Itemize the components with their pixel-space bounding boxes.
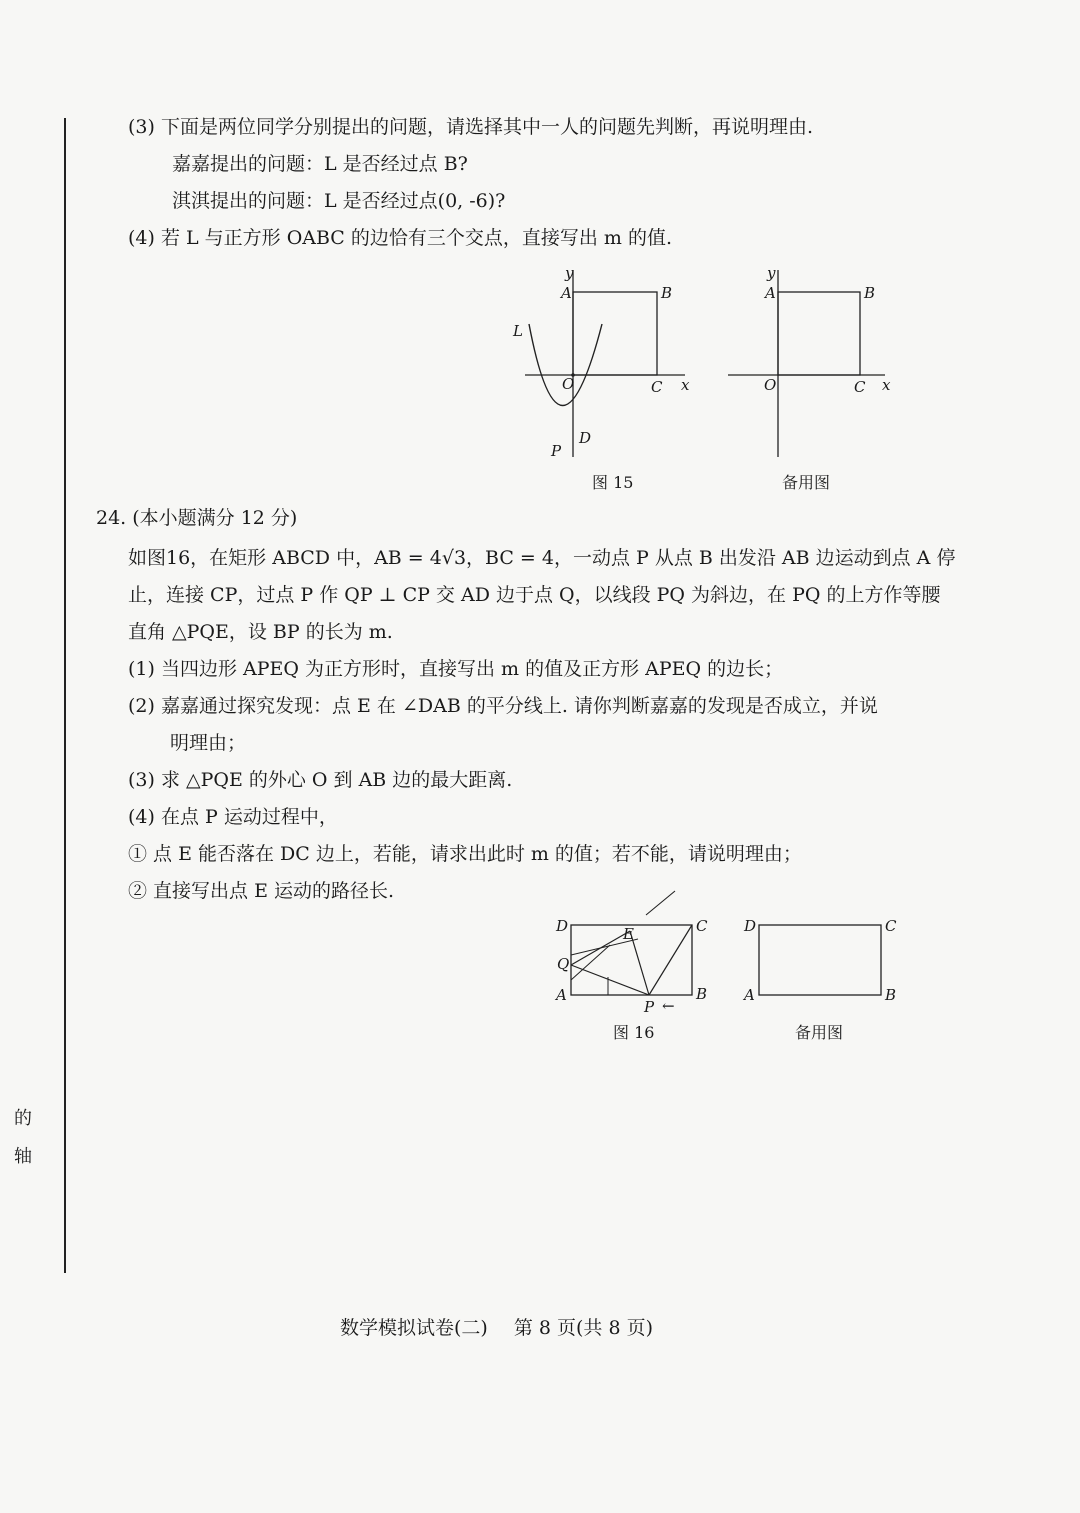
fig15b-label-o: O — [764, 376, 777, 394]
q24-part1: (1) 当四边形 APEQ 为正方形时，直接写出 m 的值及正方形 APEQ 的边长； — [128, 658, 784, 680]
fig15b-label-b: B — [864, 284, 876, 302]
q24-intro-line2: 止，连接 CP，过点 P 作 QP ⊥ CP 交 AD 边于点 Q，以线段 PQ 为斜边，在 PQ 的上方作等腰 — [128, 584, 941, 606]
fig16-label-p: P — [644, 998, 655, 1016]
margin-char-1: 的 — [14, 1108, 32, 1129]
q23-part4: (4) 若 L 与正方形 OABC 的边恰有三个交点，直接写出 m 的值. — [128, 227, 673, 249]
footer-page-number: 第 8 页(共 8 页) — [513, 1317, 653, 1339]
figure-15-backup — [720, 262, 900, 462]
fig15-caption: 图 15 — [592, 473, 634, 492]
fig16-arrow: ← — [662, 997, 675, 1015]
q23-jiajia-question: 嘉嘉提出的问题：L 是否经过点 B? — [172, 153, 468, 175]
q24-part4-sub2: ② 直接写出点 E 运动的路径长. — [128, 880, 395, 902]
fig15b-label-a: A — [765, 284, 776, 302]
fig15-label-o: O — [562, 375, 575, 393]
fig15-label-x: x — [681, 376, 690, 394]
fig16-label-b: B — [696, 985, 708, 1003]
fig16b-label-a: A — [744, 986, 755, 1004]
figure-16-backup — [740, 885, 910, 1015]
fig16-backup-caption: 备用图 — [795, 1023, 844, 1042]
footer-exam-title: 数学模拟试卷(二) — [340, 1317, 488, 1339]
fig15-parabola-l — [529, 324, 602, 406]
fig15-label-a: A — [561, 284, 572, 302]
fig15-label-l: L — [513, 322, 523, 340]
fig16b-label-c: C — [885, 917, 897, 935]
fig15b-label-y: y — [767, 264, 776, 282]
fig15-label-c: C — [651, 378, 663, 396]
fig15-label-d: D — [579, 429, 592, 447]
figure-15 — [505, 262, 705, 462]
fig15-label-p: P — [551, 442, 562, 460]
q23-part3: (3) 下面是两位同学分别提出的问题，请选择其中一人的问题先判断，再说明理由. — [128, 116, 813, 138]
fig15b-label-x: x — [882, 376, 891, 394]
fig16b-label-b: B — [885, 986, 897, 1004]
q24-part2-line1: (2) 嘉嘉通过探究发现：点 E 在 ∠DAB 的平分线上. 请你判断嘉嘉的发现是否成立，并说 — [128, 695, 878, 717]
fig16b-label-d: D — [744, 917, 757, 935]
q24-header: 24. (本小题满分 12 分) — [96, 507, 298, 529]
fig15b-label-c: C — [854, 378, 866, 396]
q24-part4-sub1: ① 点 E 能否落在 DC 边上，若能，请求出此时 m 的值；若不能，请说明理由； — [128, 843, 802, 865]
fig16-label-q: Q — [557, 955, 570, 973]
page-footer — [340, 1313, 653, 1340]
q24-part3: (3) 求 △PQE 的外心 O 到 AB 边的最大距离. — [128, 769, 513, 791]
fig15-label-y: y — [565, 264, 574, 282]
fig15-label-b: B — [661, 284, 673, 302]
q24-part4: (4) 在点 P 运动过程中， — [128, 806, 338, 828]
q23-qiqi-question: 淇淇提出的问题：L 是否经过点(0, -6)? — [172, 190, 506, 212]
fig15-square-oabc — [573, 292, 657, 375]
q24-intro-line3: 直角 △PQE，设 BP 的长为 m. — [128, 621, 393, 643]
margin-binding-line — [64, 118, 66, 1273]
margin-char-2: 轴 — [14, 1146, 32, 1167]
fig16-caption: 图 16 — [613, 1023, 655, 1042]
fig16-label-e: E — [623, 925, 634, 943]
fig15-backup-caption: 备用图 — [782, 473, 831, 492]
figure-16 — [550, 885, 720, 1015]
fig16-label-c: C — [696, 917, 708, 935]
fig16-label-a: A — [556, 986, 567, 1004]
fig16-label-d: D — [556, 917, 569, 935]
q24-part2-line2: 明理由； — [170, 732, 247, 754]
q24-intro-line1: 如图16，在矩形 ABCD 中，AB = 4√3，BC = 4，一动点 P 从点 B 出发沿 AB 边运动到点 A 停 — [128, 547, 956, 569]
